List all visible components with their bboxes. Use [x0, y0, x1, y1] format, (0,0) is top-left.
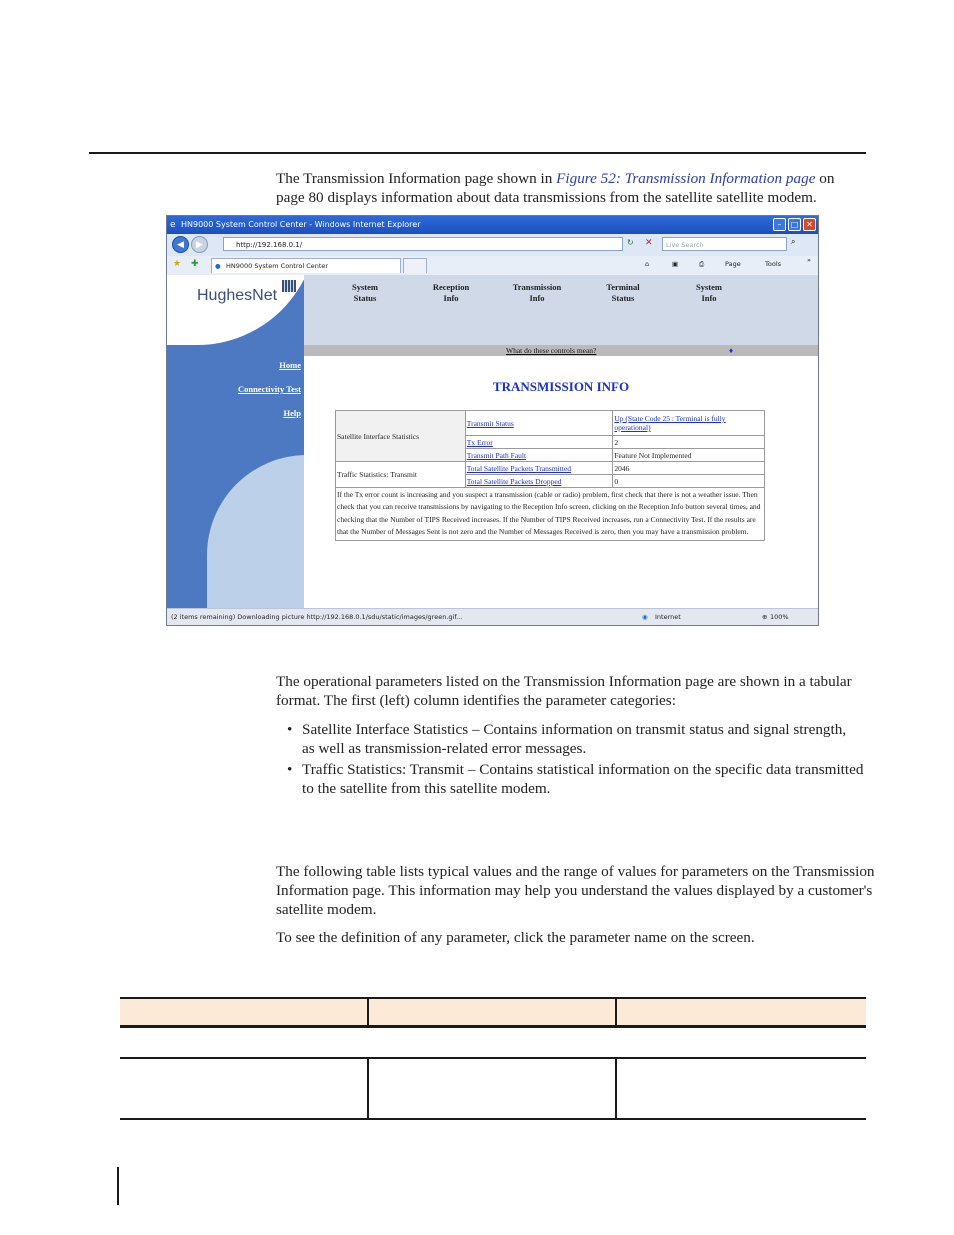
zoom-icon[interactable]: ⊕	[762, 613, 768, 621]
status-bar	[167, 608, 818, 626]
definition-paragraph: To see the definition of any parameter, click the parameter name on the screen.	[276, 929, 755, 946]
value-packets-dropped: 0	[613, 475, 765, 488]
feeds-icon[interactable]: ▣	[672, 260, 679, 268]
change-bar	[117, 1167, 119, 1205]
security-zone: Internet	[655, 613, 681, 621]
table-divider	[615, 997, 617, 1028]
para2-line3: satellite modem.	[276, 901, 377, 918]
favorites-star-icon[interactable]: ★	[173, 259, 182, 269]
sidebar	[167, 275, 304, 608]
window-title: HN9000 System Control Center - Windows Internet Explorer	[181, 220, 421, 229]
sidebar-lower-shape	[207, 455, 304, 608]
add-favorite-icon[interactable]: ✚	[191, 259, 199, 269]
table-row	[336, 411, 765, 436]
intro-text-end: on	[815, 170, 835, 187]
table-row	[336, 488, 765, 541]
back-button[interactable]: ◀	[172, 236, 189, 253]
para2-line1: The following table lists typical values and the range of values for parameters on the Transmission	[276, 863, 875, 880]
nav-system-status[interactable]	[330, 282, 400, 304]
tab-bar	[167, 256, 818, 276]
title-bar	[167, 216, 818, 234]
close-button[interactable]: ✕	[803, 218, 816, 231]
ie-logo-icon: e	[170, 220, 176, 230]
status-text: (2 items remaining) Downloading picture http://192.168.0.1/sdu/static/images/green.gif...	[171, 613, 463, 621]
nav-line1: System	[696, 282, 722, 292]
logo-mark-icon	[282, 280, 296, 292]
new-tab-button[interactable]	[403, 258, 427, 273]
browser-screenshot	[166, 215, 819, 626]
nav-line2: Info	[529, 293, 545, 303]
figure-link[interactable]: Figure 52: Transmission Information page	[556, 170, 816, 187]
table-row	[336, 462, 765, 475]
help-icon[interactable]: ♦	[729, 346, 734, 355]
intro-paragraph	[276, 169, 876, 207]
web-page	[167, 275, 818, 608]
help-controls-link[interactable]: What do these controls mean?	[506, 346, 597, 355]
toolbar-tools-button[interactable]: Tools	[765, 260, 782, 268]
value-transmit-path-fault: Feature Not Implemented	[613, 449, 765, 462]
bullet1-line2: as well as transmission-related error messages.	[302, 740, 587, 757]
sidebar-link-home[interactable]: Home	[279, 360, 301, 370]
nav-line1: Terminal	[606, 282, 640, 292]
intro-text: The Transmission Information page shown in	[276, 170, 557, 187]
param-transmit-path-fault[interactable]: Transmit Path Fault	[465, 449, 613, 462]
header-rule	[89, 152, 866, 154]
nav-line2: Status	[353, 293, 377, 303]
minimize-button[interactable]: –	[773, 218, 786, 231]
nav-terminal-status[interactable]	[588, 282, 658, 304]
maximize-button[interactable]: □	[788, 218, 801, 231]
nav-line2: Info	[701, 293, 717, 303]
sidebar-link-help[interactable]: Help	[283, 408, 301, 418]
zoom-level[interactable]: 100%	[770, 613, 789, 621]
nav-system-info[interactable]	[674, 282, 744, 304]
tab-active[interactable]	[211, 258, 401, 273]
home-icon[interactable]: ⌂	[645, 260, 650, 268]
hughesnet-logo	[197, 287, 277, 305]
nav-line2: Status	[611, 293, 635, 303]
table-divider	[367, 997, 369, 1028]
value-transmit-status[interactable]: Up (State Code 25 : Terminal is fully operational)	[613, 411, 765, 436]
transmission-note: If the Tx error count is increasing and you suspect a transmission (cable or radio) problem, first check that there is not a weather issue. Then check that you can receive transmissions by navigating to the Reception Info screen, clicking on the Reception Info button several times, and checking that the Number of TIPS Received increases. If the Number of TIPS Received increases, run a Connectivity Test. If the results are that the Number of Messages Sent is not zero and the Number of Messages Received is zero, then you may have a transmission problem.	[336, 488, 765, 541]
nav-line2: Info	[443, 293, 459, 303]
table-divider	[615, 1057, 617, 1119]
bullet-dot-icon: •	[287, 761, 293, 778]
category-traffic-transmit: Traffic Statistics: Transmit	[336, 462, 466, 488]
table-bottom-rule	[120, 1118, 866, 1120]
search-icon[interactable]: ⌕	[791, 237, 796, 246]
address-bar	[167, 234, 818, 257]
bullet2-line1: Traffic Statistics: Transmit – Contains statistical information on the specific data transmitted	[302, 761, 864, 778]
page-title: TRANSMISSION INFO	[492, 379, 630, 394]
para1-line2: format. The first (left) column identifies the parameter categories:	[276, 692, 676, 709]
logo-text: HughesNet	[197, 287, 278, 304]
refresh-icon[interactable]: ↻	[627, 238, 634, 247]
chevron-right-icon[interactable]: »	[807, 256, 811, 264]
forward-button[interactable]: ▶	[191, 236, 208, 253]
toolbar-page-button[interactable]: Page	[725, 260, 741, 268]
value-packets-transmitted: 2046	[613, 462, 765, 475]
param-tx-error[interactable]: Tx Error	[465, 436, 613, 449]
category-satellite-interface: Satellite Interface Statistics	[336, 411, 466, 462]
nav-line1: System	[352, 282, 378, 292]
typical-values-paragraph	[276, 862, 876, 919]
para2-line2: Information page. This information may help you understand the values displayed by a customer's	[276, 882, 873, 899]
param-packets-dropped[interactable]: Total Satellite Packets Dropped	[465, 475, 613, 488]
intro-line2: page 80 displays information about data transmissions from the satellite satellite modem.	[276, 189, 817, 206]
page-icon: ●	[215, 262, 221, 270]
url-input[interactable]: http://192.168.0.1/	[223, 237, 623, 251]
print-icon[interactable]: ⎙	[699, 260, 705, 268]
bullet-dot-icon: •	[287, 721, 293, 738]
stop-icon[interactable]: ✕	[645, 237, 653, 247]
bullet-satellite-interface	[302, 720, 872, 758]
para1-line1: The operational parameters listed on the Transmission Information page are shown in a tabular	[276, 673, 852, 690]
nav-reception-info[interactable]	[416, 282, 486, 304]
globe-icon: ◉	[642, 613, 648, 621]
tab-title: HN9000 System Control Center	[226, 262, 329, 270]
param-transmit-status[interactable]: Transmit Status	[465, 411, 613, 436]
transmission-table	[335, 410, 765, 541]
table-divider	[367, 1057, 369, 1119]
nav-transmission-info[interactable]	[502, 282, 572, 304]
parameter-table-header	[120, 997, 866, 1028]
bullet1-line1: Satellite Interface Statistics – Contains information on transmit status and signal strength,	[302, 721, 847, 738]
param-packets-transmitted[interactable]: Total Satellite Packets Transmitted	[465, 462, 613, 475]
table-row-rule	[120, 1057, 866, 1059]
sidebar-link-connectivity-test[interactable]: Connectivity Test	[237, 384, 301, 394]
bullet2-line2: to the satellite from this satellite modem.	[302, 780, 551, 797]
nav-line1: Reception	[432, 282, 470, 292]
search-input[interactable]: Live Search	[662, 237, 787, 251]
nav-line1: Transmission	[512, 282, 562, 292]
help-bar	[304, 345, 818, 356]
parameters-paragraph	[276, 672, 876, 710]
value-tx-error: 2	[613, 436, 765, 449]
bullet-traffic-statistics	[302, 760, 872, 798]
